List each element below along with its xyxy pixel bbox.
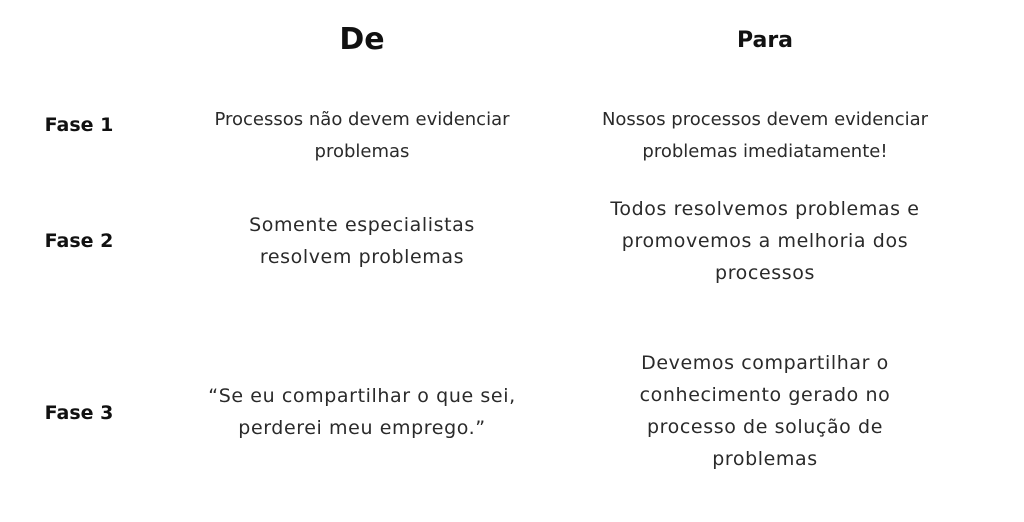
cell-line: Somente especialistas xyxy=(249,214,475,236)
cell-line: perderei meu emprego.” xyxy=(238,417,486,439)
cell-de-fase-2 xyxy=(170,209,554,273)
cell-line: promovemos a melhoria dos xyxy=(621,230,909,252)
cell-line: Nossos processos devem evidenciar xyxy=(601,109,929,130)
row-label-fase-3: Fase 3 xyxy=(44,402,114,424)
cell-line: resolvem problemas xyxy=(259,246,465,268)
cell-de-fase-3 xyxy=(170,380,554,444)
cell-line: conhecimento gerado no xyxy=(639,384,891,406)
cell-line: processo de solução de xyxy=(646,416,883,438)
cell-line: Processos não devem evidenciar xyxy=(214,109,510,130)
column-header-para: Para xyxy=(736,28,794,53)
cell-line: Devemos compartilhar o xyxy=(641,352,889,374)
cell-line: problemas xyxy=(314,141,410,162)
cell-de-fase-1 xyxy=(170,104,554,168)
cell-para-fase-1 xyxy=(560,104,970,168)
cell-line: problemas xyxy=(712,448,818,470)
cell-line: problemas imediatamente! xyxy=(642,141,888,162)
column-header-de: De xyxy=(339,22,385,57)
cell-line: Todos resolvemos problemas e xyxy=(610,198,920,220)
row-label-fase-1: Fase 1 xyxy=(44,114,114,136)
cell-para-fase-2 xyxy=(560,193,970,289)
cell-line: “Se eu compartilhar o que sei, xyxy=(208,385,516,407)
cell-para-fase-3 xyxy=(560,347,970,475)
row-label-fase-2: Fase 2 xyxy=(44,230,114,252)
cell-line: processos xyxy=(715,262,815,284)
